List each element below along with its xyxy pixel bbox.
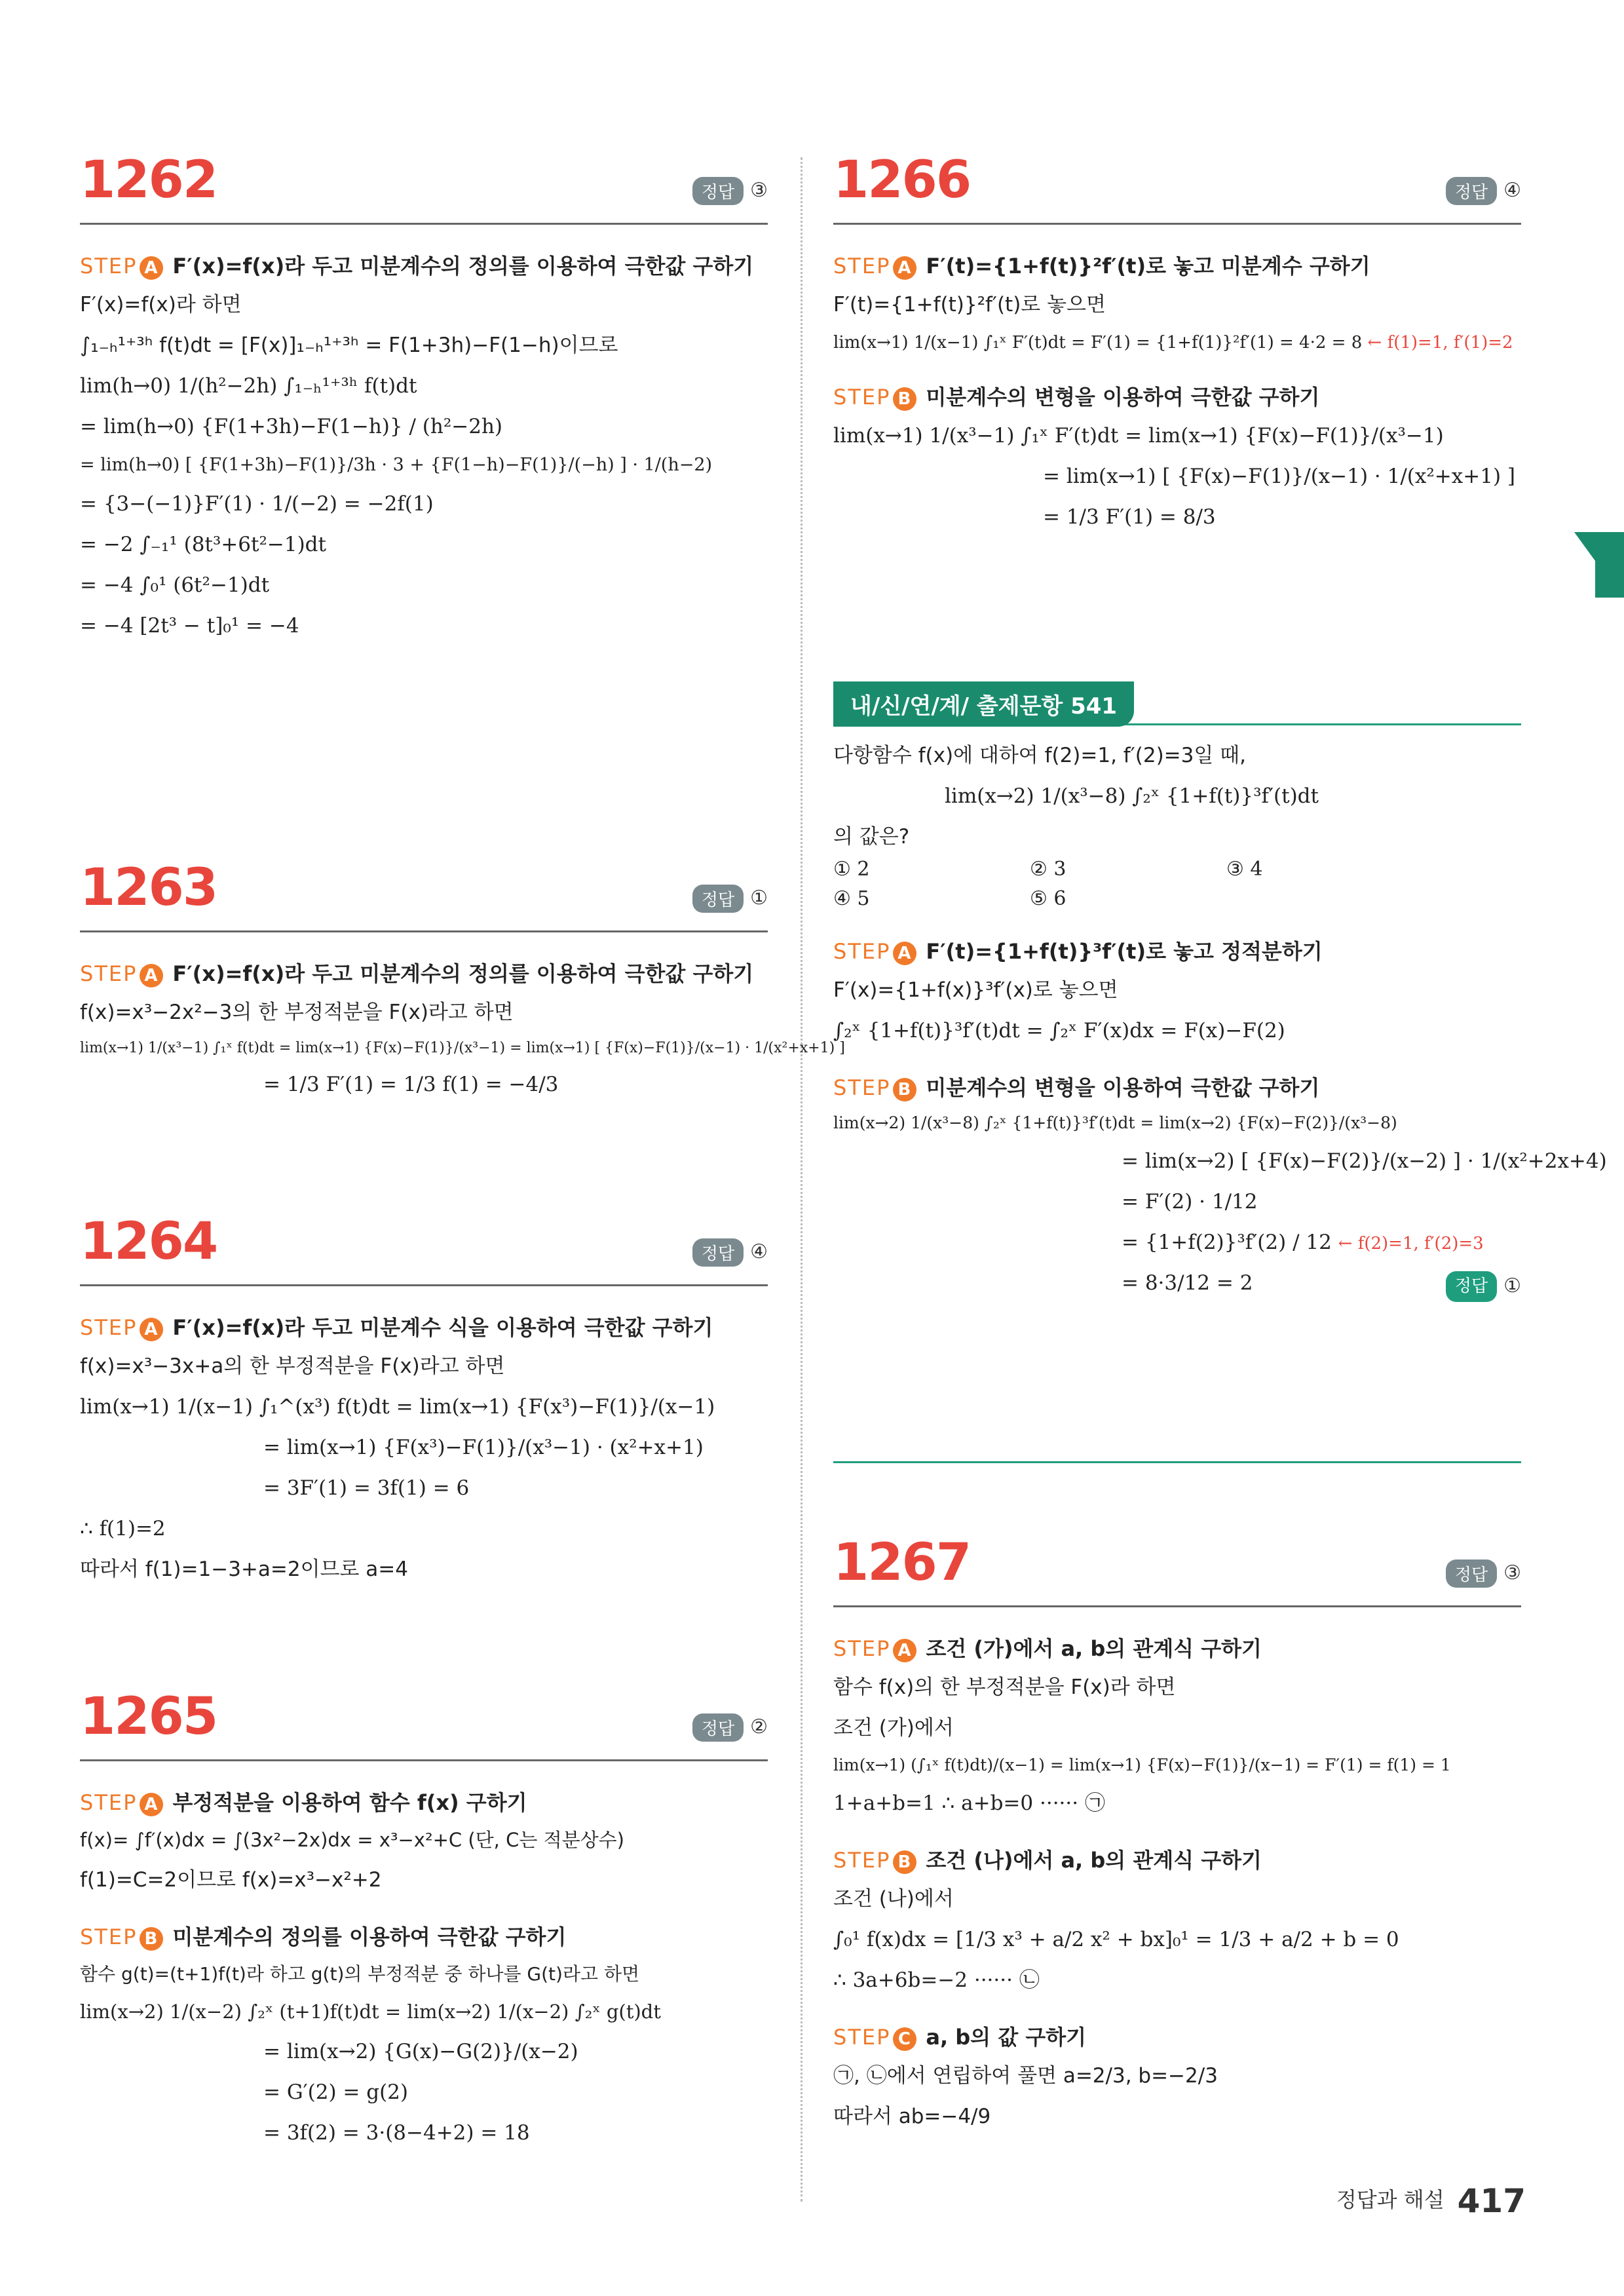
solution-line: f(1)=C=2이므로 f(x)=x³−x²+2	[80, 1867, 382, 1892]
answer-value: ④	[1503, 179, 1521, 202]
solution-line: = F′(2) · 1/12	[1122, 1190, 1258, 1214]
solution-line: = 3F′(1) = 3f(1) = 6	[263, 1476, 470, 1501]
solution-line: 함수 g(t)=(t+1)f(t)라 하고 g(t)의 부정적분 중 하나를 G(t)라고 하면	[80, 1962, 640, 1985]
solution-line: lim(x→1) 1/(x³−1) ∫₁ˣ f(t)dt = lim(x→1) {F(x)−F(1)}/(x³−1) = lim(x→1) [ {F(x)−F(1)}/(x−1) · 1/(x²+x+1) ]	[80, 1040, 845, 1057]
solution-line: F′(x)={1+f(x)}³f′(x)로 놓으면	[833, 978, 1118, 1003]
solution-line: = −4 ∫₀¹ (6t²−1)dt	[80, 573, 270, 598]
answer	[1446, 1559, 1521, 1588]
step-label	[80, 961, 163, 986]
step-b	[833, 381, 1521, 411]
solution-line: f(x)=x³−2x²−3의 한 부정적분을 F(x)라고 하면	[80, 1001, 514, 1024]
solution-line: 1+a+b=1 ∴ a+b=0 ······ ㉠	[833, 1791, 1105, 1815]
step-letter: A	[140, 1793, 163, 1816]
solution-line: = lim(h→0) [ {F(1+3h)−F(1)}/3h · 3 + {F(1−h)−F(1)}/(−h) ] · 1/(h−2)	[80, 455, 713, 476]
choice[interactable]: ① 2	[833, 858, 870, 881]
step-a	[833, 250, 1521, 280]
step-title: F′(x)=f(x)라 두고 미분계수 식을 이용하여 극한값 구하기	[172, 1315, 713, 1340]
problem-1265	[80, 1687, 768, 2149]
answer-value: ③	[1503, 1561, 1521, 1584]
solution-line: lim(x→2) 1/(x³−8) ∫₂ˣ {1+f(t)}³f′(t)dt = lim(x→2) {F(x)−F(2)}/(x³−8)	[833, 1113, 1397, 1133]
answer-value: ①	[750, 887, 768, 909]
solution-line: = 3f(2) = 3·(8−4+2) = 18	[263, 2121, 530, 2145]
answer-badge: 정답	[1446, 177, 1497, 205]
step-title: F′(x)=f(x)라 두고 미분계수의 정의를 이용하여 극한값 구하기	[172, 254, 754, 278]
section-separator	[833, 1461, 1521, 1463]
answer-badge: 정답	[692, 177, 744, 205]
solution-line: ∴ 3a+6b=−2 ······ ㉡	[833, 1968, 1040, 1992]
problem-header	[80, 151, 768, 225]
step-title: F′(x)=f(x)라 두고 미분계수의 정의를 이용하여 극한값 구하기	[172, 961, 754, 986]
step-label	[80, 1790, 163, 1815]
solution-line: f(x)=x³−3x+a의 한 부정적분을 F(x)라고 하면	[80, 1354, 505, 1378]
page-footer	[1336, 2182, 1526, 2220]
step-title: 조건 (가)에서 a, b의 관계식 구하기	[926, 1636, 1262, 1661]
solution-line: 따라서 ab=−4/9	[833, 2105, 991, 2129]
answer-value: ②	[750, 1715, 768, 1738]
step-word: STEP	[833, 1847, 891, 1873]
step-title: 미분계수의 변형을 이용하여 극한값 구하기	[926, 385, 1320, 410]
problem-1266	[833, 151, 1521, 533]
step-letter: B	[893, 1850, 916, 1874]
solution-line: f(x)= ∫f′(x)dx = ∫(3x²−2x)dx = x³−x²+C (단, C는 적분상수)	[80, 1829, 624, 1851]
step-word: STEP	[833, 1636, 891, 1661]
solution-line: lim(x→1) 1/(x−1) ∫₁^(x³) f(t)dt = lim(x→1) {F(x³)−F(1)}/(x−1)	[80, 1395, 715, 1419]
choice[interactable]: ④ 5	[833, 887, 870, 911]
step-letter: A	[140, 964, 163, 987]
column-divider	[801, 157, 803, 2202]
question-tab: 내/신/연/계/ 출제문항 541	[833, 681, 1134, 727]
answer-value: ④	[750, 1240, 768, 1263]
step-c	[833, 2021, 1521, 2051]
problem-1264	[80, 1212, 768, 1585]
choice[interactable]: ② 3	[1030, 858, 1067, 881]
question-ask: 의 값은?	[833, 825, 910, 849]
step-label	[833, 385, 916, 410]
step-label	[833, 939, 916, 964]
solution-line: lim(x→1) 1/(x³−1) ∫₁ˣ F′(t)dt = lim(x→1) {F(x)−F(1)}/(x³−1)	[833, 424, 1444, 448]
step-a	[833, 1632, 1521, 1662]
solution-line: 조건 (가)에서	[833, 1716, 954, 1740]
solution-text: lim(x→1) 1/(x−1) ∫₁ˣ F′(t)dt = F′(1) = {1+f(1)}²f′(1) = 4·2 = 8	[833, 333, 1363, 353]
solution-line: = lim(x→1) {F(x³)−F(1)}/(x³−1) · (x²+x+1)	[263, 1436, 704, 1460]
question-formula: lim(x→2) 1/(x³−8) ∫₂ˣ {1+f(t)}³f′(t)dt	[945, 784, 1319, 809]
step-label	[833, 1636, 916, 1661]
step-word: STEP	[80, 1790, 138, 1815]
solution-line: = lim(x→1) [ {F(x)−F(1)}/(x−1) · 1/(x²+x+1) ]	[1043, 465, 1515, 489]
solution-line: lim(x→2) 1/(x−2) ∫₂ˣ (t+1)f(t)dt = lim(x→2) 1/(x−2) ∫₂ˣ g(t)dt	[80, 2000, 661, 2023]
step-word: STEP	[833, 254, 891, 278]
related-question-541	[833, 681, 1607, 1299]
step-b	[833, 1844, 1521, 1874]
step-title: F′(t)={1+f(t)}³f′(t)로 놓고 정적분하기	[926, 939, 1323, 965]
step-label	[833, 254, 916, 278]
step-title: 미분계수의 변형을 이용하여 극한값 구하기	[926, 1075, 1320, 1101]
solution-line: = lim(x→2) [ {F(x)−F(2)}/(x−2) ] · 1/(x²+2x+4)	[1122, 1149, 1607, 1173]
answer	[692, 1238, 768, 1267]
answer-value: ③	[750, 179, 768, 202]
solution-line: lim(x→1) (∫₁ˣ f(t)dt)/(x−1) = lim(x→1) {F(x)−F(1)}/(x−1) = F′(1) = f(1) = 1	[833, 1755, 1451, 1775]
problem-1263	[80, 858, 845, 1100]
solution-line: = G′(2) = g(2)	[263, 2080, 408, 2105]
step-word: STEP	[833, 1075, 891, 1101]
solution-line: ㉠, ㉡에서 연립하여 풀면 a=2/3, b=−2/3	[833, 2064, 1218, 2088]
step-word: STEP	[80, 1315, 138, 1340]
step-a	[80, 1786, 768, 1816]
choice[interactable]: ③ 4	[1226, 858, 1263, 881]
answer-badge: 정답	[692, 885, 744, 913]
problem-number: 1263	[80, 858, 217, 917]
problem-header	[80, 1212, 768, 1286]
problem-header	[833, 1533, 1521, 1607]
problem-header	[80, 858, 768, 932]
step-letter: A	[893, 942, 916, 965]
step-label	[80, 1315, 163, 1340]
answer-badge: 정답	[1446, 1559, 1497, 1588]
step-word: STEP	[833, 939, 891, 965]
solution-line: ∫₁₋ₕ¹⁺³ʰ f(t)dt = [F(x)]₁₋ₕ¹⁺³ʰ = F(1+3h)−F(1−h)이므로	[80, 334, 618, 358]
step-label	[833, 1075, 916, 1100]
solution-line: = lim(h→0) {F(1+3h)−F(1−h)} / (h²−2h)	[80, 415, 503, 439]
step-a	[80, 957, 768, 987]
solution-line: = lim(x→2) {G(x)−G(2)}/(x−2)	[263, 2040, 578, 2064]
step-letter: A	[140, 1318, 163, 1341]
step-title: a, b의 값 구하기	[926, 2025, 1087, 2050]
problem-1267	[833, 1533, 1521, 2132]
solution-line: 함수 f(x)의 한 부정적분을 F(x)라 하면	[833, 1675, 1176, 1699]
step-title: 부정적분을 이용하여 함수 f(x) 구하기	[172, 1790, 527, 1815]
step-a	[833, 935, 1521, 965]
note: ← f(1)=1, f′(1)=2	[1367, 333, 1513, 353]
solution-line: F′(x)=f(x)라 하면	[80, 293, 242, 316]
problem-number: 1265	[80, 1687, 217, 1746]
solution-line: = −4 [2t³ − t]₀¹ = −4	[80, 614, 299, 638]
page-number: 417	[1457, 2182, 1526, 2220]
step-letter: C	[893, 2027, 916, 2051]
problem-header	[80, 1687, 768, 1761]
step-letter: A	[140, 256, 163, 280]
answer	[692, 885, 768, 913]
solution-text: = {1+f(2)}³f′(2) / 12	[1122, 1231, 1332, 1255]
solution-line: F′(t)={1+f(t)}²f′(t)로 놓으면	[833, 293, 1106, 316]
answer	[1446, 177, 1521, 205]
step-b	[80, 1921, 768, 1951]
step-word: STEP	[833, 2025, 891, 2050]
step-label	[833, 1848, 916, 1873]
problem-1262	[80, 151, 768, 641]
step-title: 조건 (나)에서 a, b의 관계식 구하기	[926, 1847, 1262, 1873]
choices	[833, 858, 1521, 910]
step-letter: B	[893, 1078, 916, 1101]
solution-line: 조건 (나)에서	[833, 1886, 954, 1911]
side-tab	[1595, 532, 1624, 598]
solution-line: lim(h→0) 1/(h²−2h) ∫₁₋ₕ¹⁺³ʰ f(t)dt	[80, 374, 417, 398]
step-word: STEP	[833, 385, 891, 410]
step-label	[80, 1924, 163, 1949]
solution-line: ∫₀¹ f(x)dx = [1/3 x³ + a/2 x² + bx]₀¹ = 1/3 + a/2 + b = 0	[833, 1927, 1399, 1951]
step-title: F′(t)={1+f(t)}²f′(t)로 놓고 미분계수 구하기	[926, 254, 1370, 278]
solution-line: ∫₂ˣ {1+f(t)}³f′(t)dt = ∫₂ˣ F′(x)dx = F(x)−F(2)	[833, 1019, 1285, 1043]
solution-line: = {3−(−1)}F′(1) · 1/(−2) = −2f(1)	[80, 492, 434, 516]
answer	[692, 1713, 768, 1742]
solution-line	[833, 1227, 1521, 1258]
choice[interactable]: ⑤ 6	[1030, 887, 1067, 911]
answer	[692, 177, 768, 205]
step-letter: A	[893, 256, 916, 280]
step-word: STEP	[80, 254, 138, 278]
step-letter: B	[893, 387, 916, 411]
step-label	[80, 254, 163, 278]
footer-text: 정답과 해설	[1336, 2187, 1445, 2212]
solution-line: = 1/3 F′(1) = 1/3 f(1) = −4/3	[263, 1073, 559, 1097]
answer-badge: 정답	[692, 1713, 744, 1742]
problem-number: 1266	[833, 151, 971, 210]
solution-line: ∴ f(1)=2	[80, 1517, 166, 1541]
step-letter: B	[140, 1927, 163, 1951]
solution-line	[833, 330, 1521, 356]
answer-badge: 정답	[692, 1238, 744, 1267]
solution-text: = 8·3/12 = 2	[1122, 1271, 1253, 1295]
question-text: 다항함수 f(x)에 대하여 f(2)=1, f′(2)=3일 때,	[833, 744, 1246, 767]
answer-badge: 정답	[1446, 1271, 1497, 1301]
problem-number: 1267	[833, 1533, 971, 1592]
step-title: 미분계수의 정의를 이용하여 극한값 구하기	[172, 1924, 567, 1949]
solution-line	[833, 1267, 1521, 1299]
problem-number: 1262	[80, 151, 217, 210]
solution-line: = 1/3 F′(1) = 8/3	[1043, 505, 1216, 529]
question-header	[833, 681, 1521, 725]
step-word: STEP	[80, 1924, 138, 1949]
solution-line: 따라서 f(1)=1−3+a=2이므로 a=4	[80, 1558, 408, 1582]
step-a	[80, 1311, 768, 1341]
step-label	[833, 2025, 916, 2050]
problem-number: 1264	[80, 1212, 217, 1271]
note: ← f(2)=1, f′(2)=3	[1338, 1234, 1484, 1254]
solution-line: = −2 ∫₋₁¹ (8t³+6t²−1)dt	[80, 533, 326, 557]
step-letter: A	[893, 1639, 916, 1662]
step-word: STEP	[80, 961, 138, 986]
step-b	[833, 1071, 1521, 1101]
answer	[1446, 1271, 1521, 1302]
problem-header	[833, 151, 1521, 225]
answer-value: ①	[1503, 1274, 1521, 1298]
step-a	[80, 250, 768, 280]
